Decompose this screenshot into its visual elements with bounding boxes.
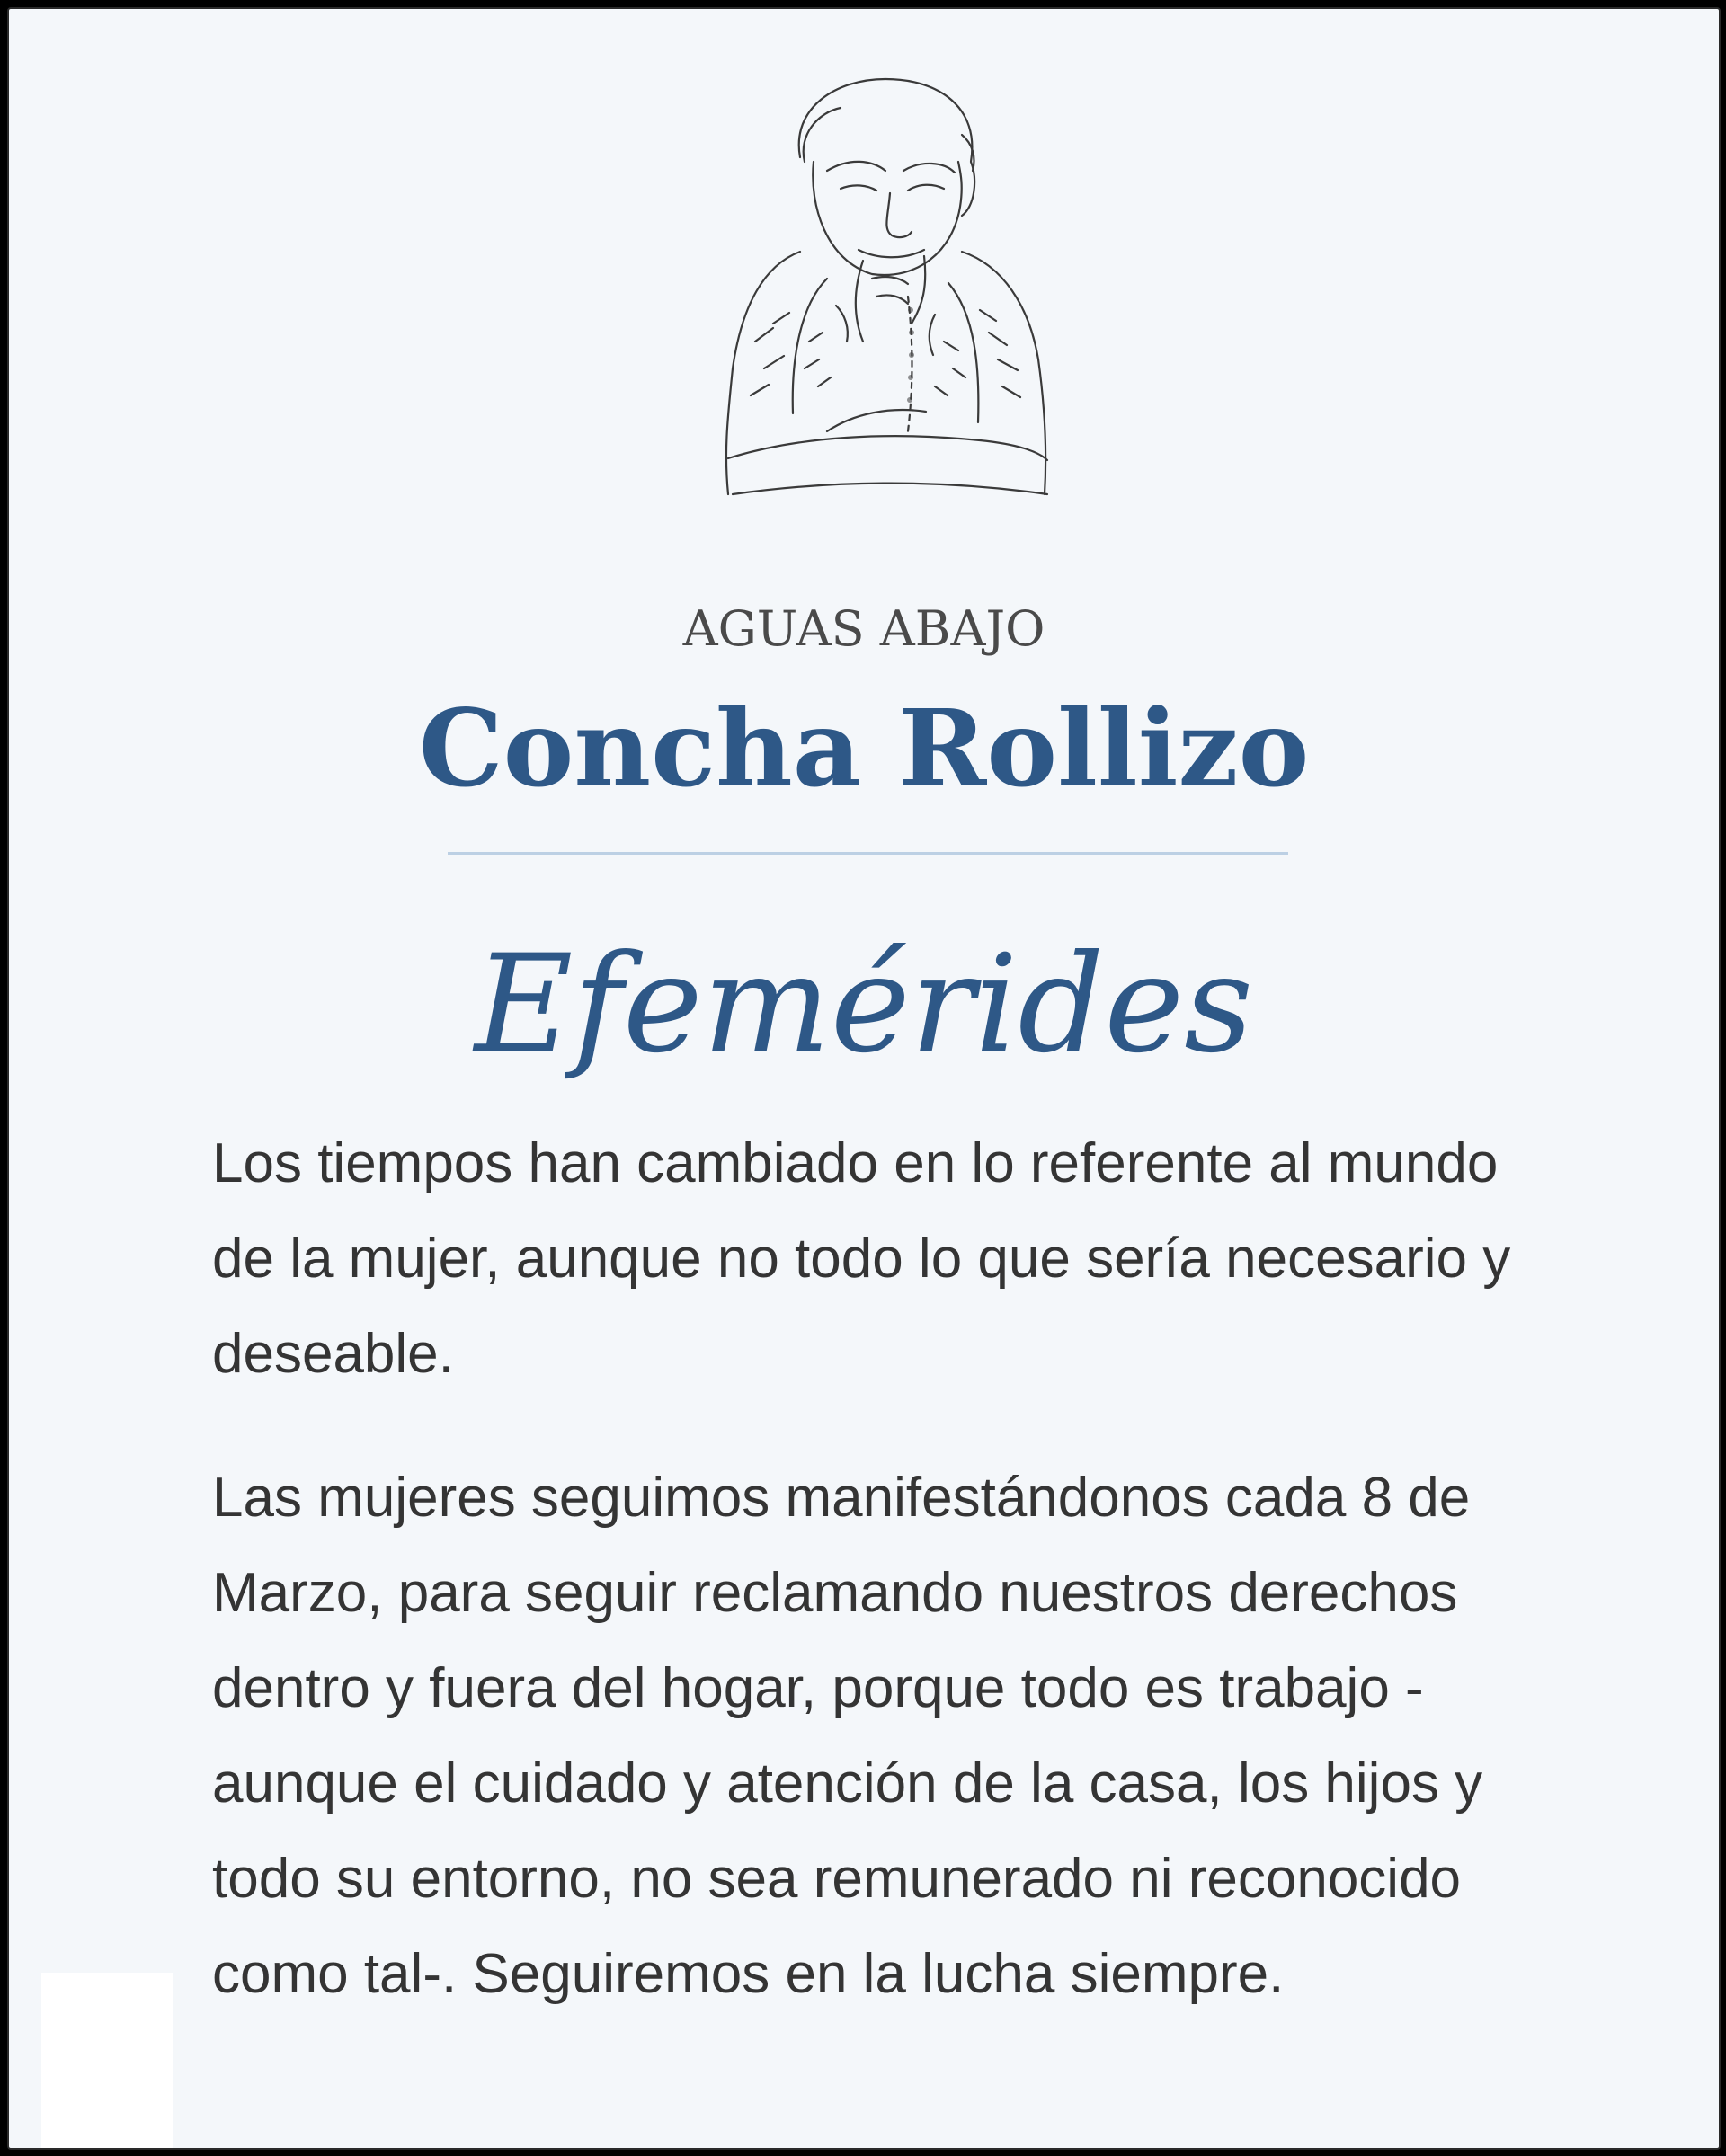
blank-patch xyxy=(41,1973,173,2150)
article-body xyxy=(212,1116,1561,2071)
column-card xyxy=(7,7,1721,2150)
header-divider xyxy=(448,852,1288,855)
article-paragraph: Los tiempos han cambiado en lo referente al mundo de la mujer, aunque no todo lo que sería necesario y deseable. xyxy=(212,1132,1511,1385)
column-section-label: AGUAS ABAJO xyxy=(682,600,1045,657)
author-name: Concha Rollizo xyxy=(418,686,1310,811)
article-title: Efemérides xyxy=(474,927,1254,1083)
article-paragraph: Las mujeres seguimos manifestándonos cada 8 de Marzo, para seguir reclamando nuestros derechos dentro y fuera del hogar, porque todo es trabajo -aunque el cuidado y atención de la casa, los hijos y todo su entorno, no sea remunerado ni reconocido como tal-. Seguiremos en la lucha siempre. xyxy=(212,1467,1483,2005)
author-portrait-sketch xyxy=(692,72,1079,521)
